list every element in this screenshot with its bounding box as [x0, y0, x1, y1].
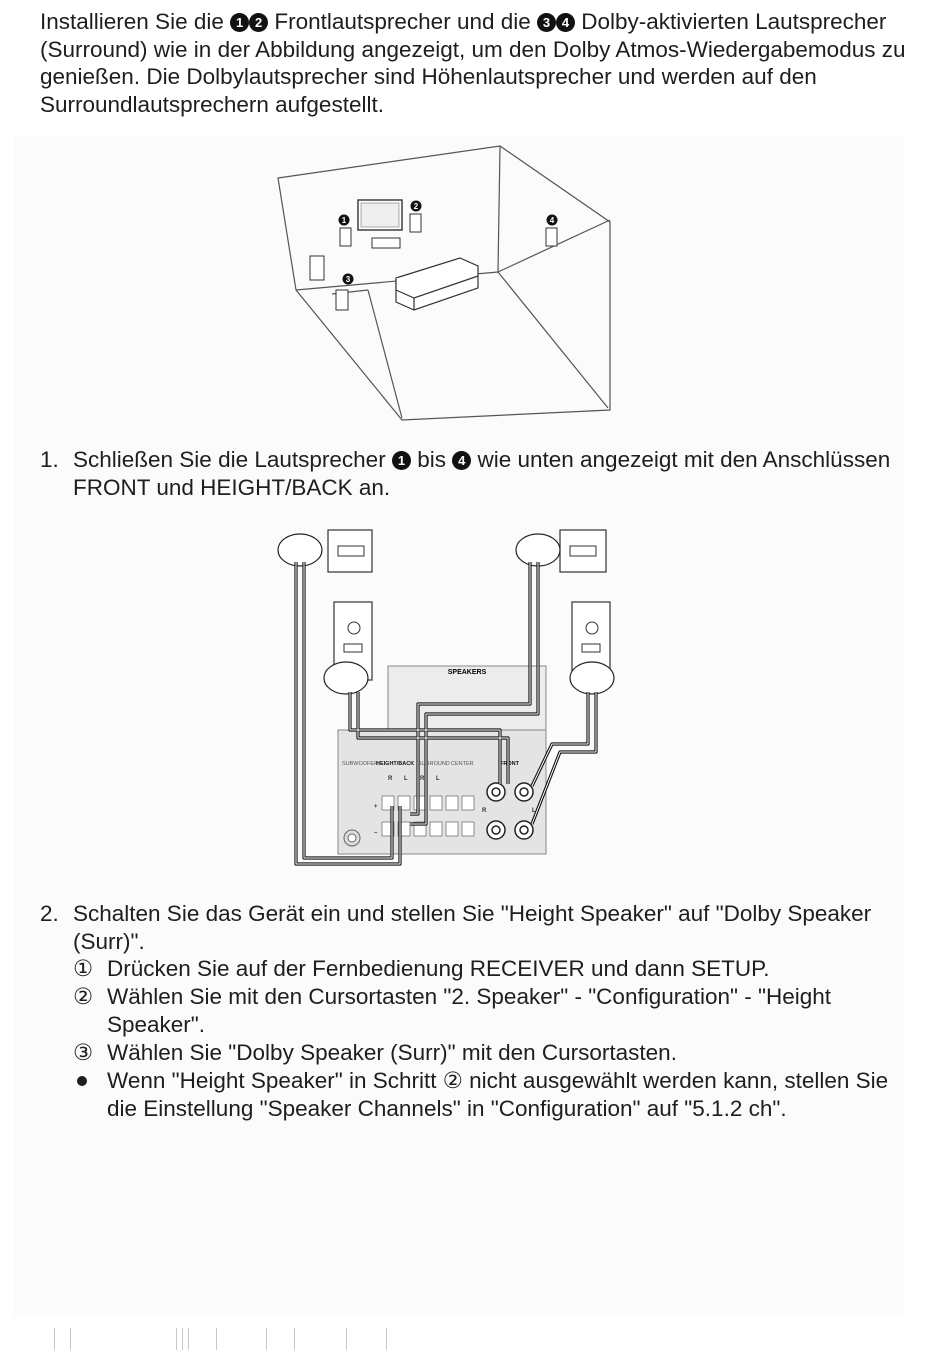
- speaker-4-icon: [546, 228, 557, 246]
- substep-2-mark: ②: [73, 984, 94, 1009]
- height-speaker-left-icon: [328, 530, 372, 572]
- step-1-text-1: Schließen Sie die Lautsprecher: [73, 447, 392, 472]
- channel-label: R: [482, 808, 487, 814]
- note-text-1: Wenn "Height Speaker" in Schritt: [107, 1068, 443, 1093]
- step-1-text: [73, 446, 893, 501]
- substep-2-text: Wählen Sie mit den Cursortasten "2. Speaker" - "Configuration" - "Height Speaker".: [107, 984, 832, 1037]
- footer-marks: [40, 1328, 440, 1350]
- subwoofer-icon: [310, 256, 324, 280]
- intro-paragraph: [40, 8, 920, 119]
- speaker-badge-2: 2: [249, 13, 268, 32]
- speakers-panel-title: SPEAKERS: [447, 669, 487, 676]
- room-speaker-placement-diagram: [272, 140, 632, 428]
- room-label-3: 3: [345, 275, 351, 284]
- note-step-mark: ②: [442, 1068, 463, 1093]
- intro-text-2: Frontlautsprecher und die: [268, 9, 538, 34]
- terminal-label-front: FRONT: [500, 761, 519, 767]
- channel-label: R: [420, 776, 425, 782]
- channel-label: R: [388, 776, 393, 782]
- speaker-2-icon: [410, 214, 421, 232]
- room-label-4: 4: [549, 216, 555, 225]
- channel-label: L: [532, 808, 536, 814]
- substep-1-mark: ①: [73, 956, 94, 981]
- polarity-label: +: [374, 804, 378, 810]
- note-text-2: nicht ausgewählt werden kann, stellen Sie die Einstellung "Speaker Channels" in "Configuration" auf "5.1.2 ch".: [107, 1068, 889, 1121]
- speaker-badge-1: 1: [392, 451, 411, 470]
- room-label-2: 2: [413, 202, 419, 211]
- step-2-text: Schalten Sie das Gerät ein und stellen Sie "Height Speaker" auf "Dolby Speaker (Surr)".: [73, 901, 872, 954]
- speaker-wiring-diagram: [270, 524, 622, 868]
- step-2-number: 2.: [40, 901, 59, 926]
- bullet-icon: [77, 1076, 87, 1086]
- sofa-icon: [396, 258, 478, 310]
- intro-text-1: Installieren Sie die: [40, 9, 231, 34]
- channel-label: L: [436, 776, 440, 782]
- speaker-1-icon: [340, 228, 351, 246]
- channel-label: L: [404, 776, 408, 782]
- substep-1-text: Drücken Sie auf der Fernbedienung RECEIVER und dann SETUP.: [107, 956, 770, 981]
- speaker-3-icon: [336, 290, 348, 310]
- speaker-badge-4: 4: [556, 13, 575, 32]
- room-label-1: 1: [341, 216, 347, 225]
- step-1-text-3: wie unten angezeigt mit den Anschlüssen FRONT und HEIGHT/BACK an.: [73, 447, 891, 500]
- terminal-label-center: CENTER: [451, 761, 474, 767]
- speaker-badge-3: 3: [537, 13, 556, 32]
- substep-3-mark: ③: [73, 1040, 94, 1065]
- polarity-label: –: [374, 830, 378, 836]
- intro-text-3: Dolby-aktivierten Lautsprecher (Surround) wie in der Abbildung angezeigt, um den Dolby Atmos-Wiedergabemodus zu genießen. Die Dolbylautsprecher sind Höhenlautsprecher und werden auf den Surroundlautsprechern aufgestellt.: [40, 9, 906, 118]
- height-speaker-right-icon: [560, 530, 606, 572]
- step-1-text-2: bis: [410, 447, 453, 472]
- substep-3-text: Wählen Sie "Dolby Speaker (Surr)" mit den Cursortasten.: [107, 1040, 677, 1065]
- terminal-label-subwoofer: SUBWOOFER: [342, 761, 379, 767]
- terminal-label-surround: SURROUND: [418, 761, 450, 767]
- speaker-badge-1: 1: [230, 13, 249, 32]
- speaker-badge-4: 4: [452, 451, 471, 470]
- step-1-number: 1.: [40, 447, 59, 472]
- note-text: [107, 1067, 893, 1122]
- terminal-label-height-back: HEIGHT/BACK: [376, 761, 415, 767]
